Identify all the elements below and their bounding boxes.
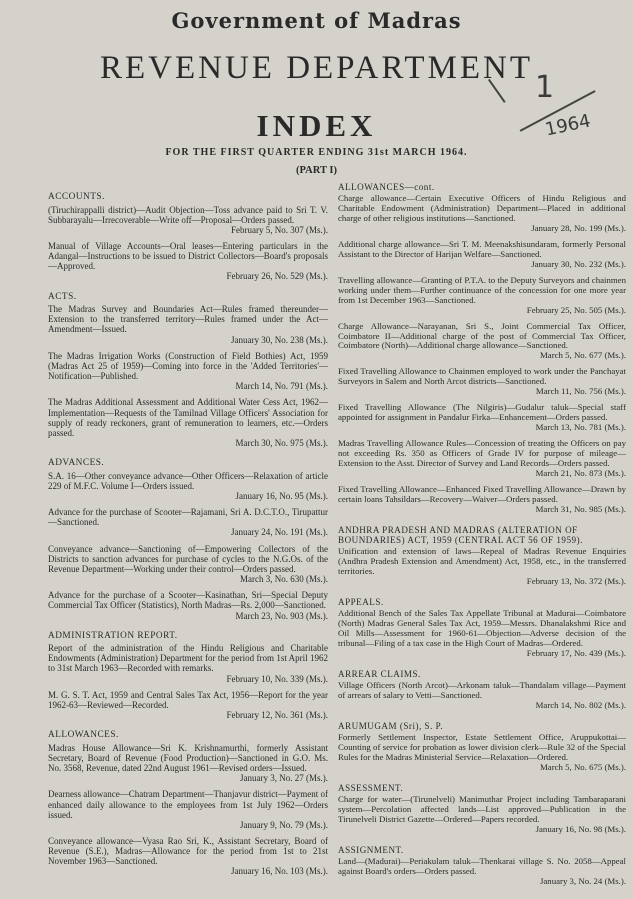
- entry-reference: February 17, No. 439 (Ms.).: [526, 647, 626, 658]
- section-heading: ACTS.: [48, 291, 77, 302]
- entry-reference: January 16, No. 95 (Ms.).: [235, 490, 328, 501]
- entry-reference: February 12, No. 361 (Ms.).: [226, 710, 328, 721]
- index-section: [48, 631, 328, 721]
- index-section: [338, 182, 626, 515]
- section-heading: ADMINISTRATION REPORT.: [48, 630, 178, 641]
- entry-text: Manual of Village Accounts—Oral leases—Entering particulars in the Adangal—Instructions to be issued to District Collectors—Board's proposals—Approved.: [48, 240, 328, 272]
- section-heading: APPEALS.: [338, 596, 384, 607]
- entry-reference: March 21, No. 873 (Ms.).: [535, 467, 626, 478]
- index-section: [338, 525, 626, 587]
- entry-text: Village Officers (North Arcot)—Arkonam taluk—Thandalam village—Payment of arrears of salary to Vetti—Sanctioned.: [338, 680, 626, 700]
- entry-text: Additional Bench of the Sales Tax Appellate Tribunal at Madurai—Coimbatore (North) Madras General Sales Tax Act, 1959—Messrs. Dhanalakshmi Rice and Oil Mills—Assessment for 1960-61—Objection—Adverse decision of the tribunal—Filing of a tax case in the High Court of Madras—Ordered.: [338, 608, 626, 648]
- entry-text: Advance for the purchase of Scooter—Rajamani, Sri A. D.C.T.O., Tirupattur—Sanctioned.: [48, 507, 328, 528]
- index-section: [338, 783, 626, 835]
- government-title: Government of Madras: [171, 8, 462, 33]
- index-title: INDEX: [256, 108, 377, 143]
- index-entry: [338, 485, 626, 515]
- entry-text: Advance for the purchase of a Scooter—Kasinathan, Sri—Special Deputy Commercial Tax Officer (Statistics), North Madras—Rs. 2,000—Sanctioned.: [48, 590, 328, 611]
- entry-reference: February 25, No. 505 (Ms.).: [526, 304, 626, 315]
- section-heading: ARUMUGAM (Sri), S. P.: [338, 720, 443, 731]
- index-entry: [338, 276, 626, 316]
- entry-text: Dearness allowance—Chatram Department—Thanjavur district—Payment of enhanced daily allowance to the employees from 1st July 1962—Orders issued.: [48, 789, 328, 820]
- entry-reference: March 5, No. 677 (Ms.).: [539, 350, 626, 361]
- entry-text: Charge for water—(Tirunelveli) Manimuthar Project including Tambaraparani system—Percolation affected lands—List approved—Publication in the Tirunelveli District Gazette—Ordered—Papers recorded.: [338, 794, 626, 824]
- entry-text: Unification and extension of laws—Repeal of Madras Revenue Enquiries (Andhra Pradesh Extension and Amendment) Act, 1958, etc., in the transferred territories.: [338, 546, 626, 576]
- entry-reference: March 14, No. 802 (Ms.).: [535, 699, 626, 710]
- entry-reference: February 13, No. 372 (Ms.).: [526, 575, 626, 586]
- entry-text: Fixed Travelling Allowance—Enhanced Fixed Travelling Allowance—Drawn by certain loans Tahsildars—Recovery—Waiver—Orders passed.: [338, 483, 626, 504]
- entry-reference: January 16, No. 103 (Ms.).: [231, 866, 328, 877]
- handwritten-year: 1964: [543, 110, 593, 141]
- index-entry: [48, 544, 328, 585]
- index-entry: [48, 397, 328, 448]
- left-column: [48, 192, 328, 883]
- index-section: [338, 597, 626, 659]
- index-entry: [48, 643, 328, 684]
- entry-reference: January 30, No. 232 (Ms.).: [531, 258, 626, 269]
- entry-reference: March 13, No. 781 (Ms.).: [535, 422, 626, 433]
- department-title: REVENUE DEPARTMENT: [99, 50, 534, 86]
- index-entry: [48, 507, 328, 537]
- entry-text: Travelling allowance—Granting of P.T.A. to the Deputy Surveyors and chainmen working under them—Further continuance of the concession for one more year from 1st December 1963—Sanctioned.: [338, 274, 626, 305]
- section-heading: ASSIGNMENT.: [338, 844, 404, 855]
- entry-reference: January 16, No. 98 (Ms.).: [535, 823, 626, 834]
- index-entry: [48, 241, 328, 282]
- index-section: [48, 192, 328, 282]
- entry-reference: March 3, No. 630 (Ms.).: [240, 574, 328, 585]
- entry-text: Charge allowance—Certain Executive Officers of Hindu Religious and Charitable Endowment (Administration) Department—Placed in additional charge of other religious institutions—Sanctioned.: [338, 193, 626, 224]
- index-entry: [338, 857, 626, 887]
- entry-text: The Madras Additional Assessment and Additional Water Cess Act, 1962—Implementation—Requests of the Tamilnad Village Officers' Association for supply of ready reckoners, grant of remuneration to learners, etc.—Orders passed.: [48, 397, 328, 438]
- index-entry: [48, 836, 328, 877]
- entry-text: Madras Travelling Allowance Rules—Concession of treating the Officers on pay not exceeding Rs. 350 as Officers of Grade IV for purpose of mileage—Extension to the Asst. Director of Survey and Land Records—Orders passed.: [338, 437, 626, 468]
- index-entry: [338, 367, 626, 397]
- entry-reference: March 30, No. 975 (Ms.).: [235, 437, 328, 448]
- index-entry: [338, 795, 626, 835]
- index-entry: [48, 690, 328, 720]
- entry-text: Conveyance advance—Sanctioning of—Empowering Collectors of the Districts to sanction advances for purchase of cycles to the N.G.Os. of the Revenue Department—Working under their control—Orders passed.: [48, 543, 328, 574]
- index-entry: [48, 304, 328, 345]
- entry-text: Fixed Travelling Allowance (The Nilgiris)—Gudalur taluk—Special staff appointed for assignment in Pandalur Firka—Enhancement—Orders passed.: [338, 402, 626, 423]
- part-label: (PART I): [296, 165, 337, 176]
- handwritten-number: 1: [535, 70, 555, 105]
- entry-text: Fixed Travelling Allowance to Chainmen employed to work under the Panchayat Surveyors in Salem and North Arcot districts—Sanctioned.: [338, 366, 626, 387]
- entry-text: Madras House Allowance—Sri K. Krishnamurthi, formerly Assistant Secretary, Board of Revenue (Food Production)—Sanctioned in G.O. Ms. No. 3568, Revenue, dated 22nd August 1961—Revised orders—Issued.: [48, 742, 328, 774]
- entry-reference: February 5, No. 307 (Ms.).: [231, 224, 328, 235]
- index-entry: [338, 547, 626, 587]
- index-entry: [48, 471, 328, 501]
- entry-reference: March 5, No. 675 (Ms.).: [539, 761, 626, 772]
- entry-reference: January 3, No. 24 (Ms.).: [539, 876, 626, 886]
- index-entry: [338, 240, 626, 270]
- entry-reference: January 9, No. 79 (Ms.).: [240, 819, 328, 830]
- index-section: [48, 458, 328, 621]
- entry-reference: February 10, No. 339 (Ms.).: [226, 673, 328, 684]
- index-section: [338, 721, 626, 773]
- entry-reference: January 24, No. 191 (Ms.).: [231, 527, 328, 538]
- section-heading: ACCOUNTS.: [48, 192, 105, 202]
- index-entry: [338, 733, 626, 773]
- entry-reference: March 11, No. 756 (Ms.).: [535, 386, 626, 397]
- entry-text: Formerly Settlement Inspector, Estate Settlement Office, Aruppukottai—Counting of service for probation as lower division clerk—Rule 32 of the Special Rules for the Madras Ministerial Service—Relaxation—Ordered.: [338, 732, 626, 762]
- entry-text: S.A. 16—Other conveyance advance—Other Officers—Relaxation of article 229 of M.F.C. Volume I—Orders issued.: [48, 470, 328, 491]
- entry-text: The Madras Survey and Boundaries Act—Rules framed thereunder—Extension to the transferred territory—Rules framed under the Act—Amendment—Issued.: [48, 304, 328, 335]
- section-heading: ALLOWANCES.: [48, 730, 119, 741]
- entry-text: Additional charge allowance—Sri T. M. Meenakshisundaram, formerly Personal Assistant to the Director of Harijan Welfare—Sanctioned.: [338, 239, 626, 259]
- index-entry: [48, 590, 328, 620]
- index-entry: [338, 403, 626, 433]
- entry-text: Land—(Madurai)—Periakulam taluk—Thenkarai village S. No. 2058—Appeal against Board's orders—Orders passed.: [338, 856, 626, 877]
- entry-text: Charge Allowance—Narayanan, Sri S., Joint Commercial Tax Officer, Coimbatore II—Additional charge of the post of Commercial Tax Officer, Coimbatore (North)—Additional charge allowance—Sanctioned.: [338, 320, 626, 351]
- index-entry: [48, 743, 328, 784]
- right-column: [338, 182, 626, 893]
- index-entry: [338, 609, 626, 659]
- entry-reference: March 14, No. 791 (Ms.).: [235, 381, 328, 392]
- entry-text: Conveyance allowance—Vyasa Rao Sri, K., Assistant Secretary, Board of Revenue (S.E.), Madras—Allowance for the period from 1st to 21st November 1963—Sanctioned.: [48, 836, 328, 867]
- index-entry: [48, 789, 328, 830]
- entry-text: The Madras Irrigation Works (Construction of Field Bothies) Act, 1959 (Madras Act 25 of 1959)—Coming into force in the 'Added Territories'—Notification—Published.: [48, 350, 328, 382]
- entry-reference: January 28, No. 199 (Ms.).: [531, 223, 626, 234]
- entry-reference: January 30, No. 238 (Ms.).: [231, 334, 328, 345]
- index-entry: [338, 194, 626, 234]
- entry-text: M. G. S. T. Act, 1959 and Central Sales Tax Act, 1956—Report for the year 1962-63—Reviewed—Recorded.: [48, 689, 328, 710]
- entry-text: (Tiruchirappalli district)—Audit Objection—Toss advance paid to Sri T. V. Subbarayalu—Irrecoverable—Write off—Proposal—Orders passed.: [48, 204, 328, 225]
- entry-reference: January 3, No. 27 (Ms.).: [240, 773, 328, 784]
- entry-text: Report of the administration of the Hindu Religious and Charitable Endowments (Administration) Department for the period from 1st April 1962 to 31st March 1963—Recorded with remarks.: [48, 643, 328, 674]
- entry-reference: February 26, No. 529 (Ms.).: [226, 271, 328, 282]
- entry-reference: March 31, No. 985 (Ms.).: [535, 503, 626, 514]
- index-section: [338, 669, 626, 711]
- section-heading: ASSESSMENT.: [338, 782, 404, 793]
- index-entry: [338, 439, 626, 479]
- index-section: [48, 292, 328, 449]
- index-section: [48, 730, 328, 876]
- section-heading: ARREAR CLAIMS.: [338, 668, 421, 679]
- quarter-subtitle: FOR THE FIRST QUARTER ENDING 31st MARCH 1964.: [165, 147, 468, 158]
- section-heading: ALLOWANCES—cont.: [338, 182, 435, 192]
- section-heading: ANDHRA PRADESH AND MADRAS (ALTERATION OF BOUNDARIES) ACT, 1959 (CENTRAL ACT 56 OF 1959).: [338, 524, 583, 545]
- index-entry: [48, 351, 328, 392]
- entry-reference: March 23, No. 903 (Ms.).: [235, 610, 328, 621]
- index-section: [338, 845, 626, 887]
- index-entry: [48, 205, 328, 235]
- index-entry: [338, 681, 626, 711]
- index-entry: [338, 322, 626, 362]
- section-heading: ADVANCES.: [48, 458, 105, 469]
